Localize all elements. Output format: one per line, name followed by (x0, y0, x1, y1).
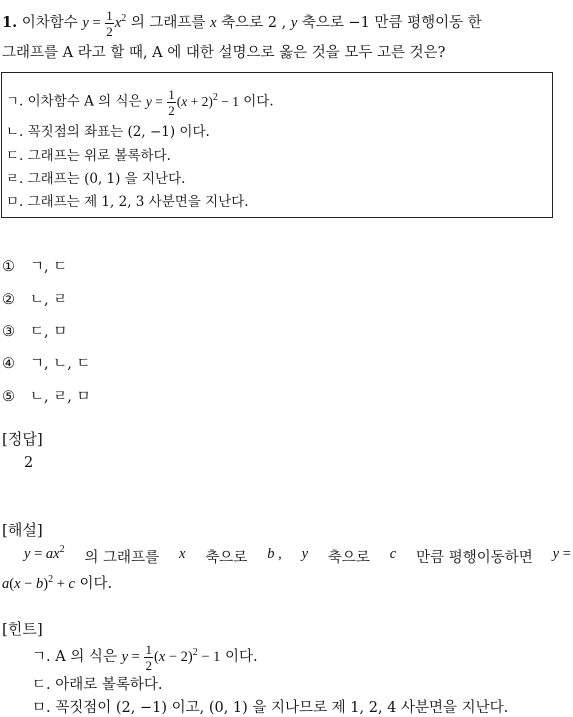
hint-line-2: ㄷ. 아래로 볼록하다. (32, 677, 163, 693)
choice-number: ③ (2, 324, 15, 340)
question-text-part: 2 , (267, 15, 287, 31)
choice-text: ㄱ, ㄴ, ㄷ (30, 356, 91, 372)
math-expression: y = (552, 546, 571, 562)
hint-text: A 의 식은 (55, 648, 117, 665)
choice-text: ㄱ, ㄷ (30, 259, 68, 275)
statement-text: 이다. (243, 93, 274, 110)
math-variable: y (301, 546, 308, 562)
explanation-text: 의 그래프를 (84, 550, 160, 566)
question-text-part: 이차함수 (21, 15, 78, 31)
statement-text: 이차함수 A 의 식은 (27, 93, 142, 110)
choice-number: ⑤ (2, 389, 15, 405)
math-variable: x (178, 546, 186, 562)
choice-5[interactable] (2, 385, 90, 406)
statement-text: 그래프는 제 1, 2, 3 사분면을 지난다. (27, 194, 249, 210)
explanation-text: 축으로 (205, 550, 248, 566)
math-expression: y = $\frac{1}{2}$ $x^2$ (82, 8, 127, 40)
answer-label: [정답] (2, 430, 43, 448)
math-variable: b , (267, 546, 282, 562)
statement-text: 그래프는 (0, 1) 을 지난다. (27, 171, 186, 187)
statement-label: ㅁ. (6, 194, 24, 210)
math-expression: y = $\frac{1}{2}$ $(x + 2)^2 - 1$ (145, 87, 239, 118)
math-expression: y = $\frac{1}{2}$ $(x - 2)^2 - 1$ (121, 642, 221, 673)
question-text-part: 의 그래프를 (130, 15, 206, 31)
math-variable: x (210, 15, 217, 31)
statement-b (6, 120, 210, 140)
choice-number: ② (2, 292, 15, 308)
choice-4[interactable] (2, 352, 90, 373)
choice-number: ① (2, 259, 15, 275)
question-text-part: 만큼 평행이동 한 (374, 15, 482, 31)
statement-label: ㄷ. (6, 148, 24, 164)
statement-e (6, 190, 249, 210)
statement-c (6, 144, 171, 164)
statement-label: ㄱ. (6, 93, 24, 110)
explanation-text: 이다. (79, 576, 113, 592)
answer-value: 2 (24, 455, 34, 471)
explanation-label: [해설] (2, 521, 43, 539)
explanation-text: 축으로 (327, 550, 370, 566)
explanation-line-2 (2, 572, 112, 593)
choice-1[interactable] (2, 255, 67, 276)
question-line-1 (2, 8, 570, 38)
statement-text: 그래프는 위로 볼록하다. (27, 148, 171, 164)
choice-3[interactable] (2, 320, 67, 341)
statement-d (6, 167, 185, 187)
explanation-line-1 (24, 546, 571, 567)
math-variable: c (389, 546, 397, 562)
statement-text: 꼭짓점의 좌표는 (2, −1) 이다. (27, 124, 210, 140)
statement-label: ㄹ. (6, 171, 24, 187)
math-expression: $y = ax^2$ (24, 544, 65, 562)
math-variable: y (290, 15, 298, 31)
choice-2[interactable] (2, 288, 67, 309)
choice-number: ④ (2, 356, 15, 372)
choice-text: ㄴ, ㄹ, ㅁ (30, 389, 91, 405)
hint-line-1 (32, 643, 258, 672)
question-text-part: −1 (348, 15, 370, 31)
math-expression: $a(x - b)^2 + c$ (2, 574, 75, 592)
question-number: 1. (2, 14, 18, 31)
hint-text: 이다. (225, 648, 258, 665)
question-text (2, 8, 570, 68)
question-text-part: 축으로 (301, 15, 344, 31)
hint-line-3: ㅁ. 꼭짓점이 (2, −1) 이고, (0, 1) 을 지나므로 제 1, 2, 4 사분면을 지난다. (32, 700, 509, 716)
explanation-text: 만큼 평행이동하면 (416, 550, 533, 566)
statement-label: ㄴ. (6, 124, 24, 140)
hint-text: ㄱ. (32, 648, 51, 665)
choice-text: ㄷ, ㅁ (30, 324, 68, 340)
question-line-2: 그래프를 A 라고 할 때, A 에 대한 설명으로 옳은 것을 모두 고른 것은? (2, 45, 446, 62)
hint-label: [힌트] (2, 620, 43, 638)
statement-a (6, 88, 274, 117)
choice-text: ㄴ, ㄹ (30, 292, 68, 308)
question-text-part: 축으로 (221, 15, 264, 31)
